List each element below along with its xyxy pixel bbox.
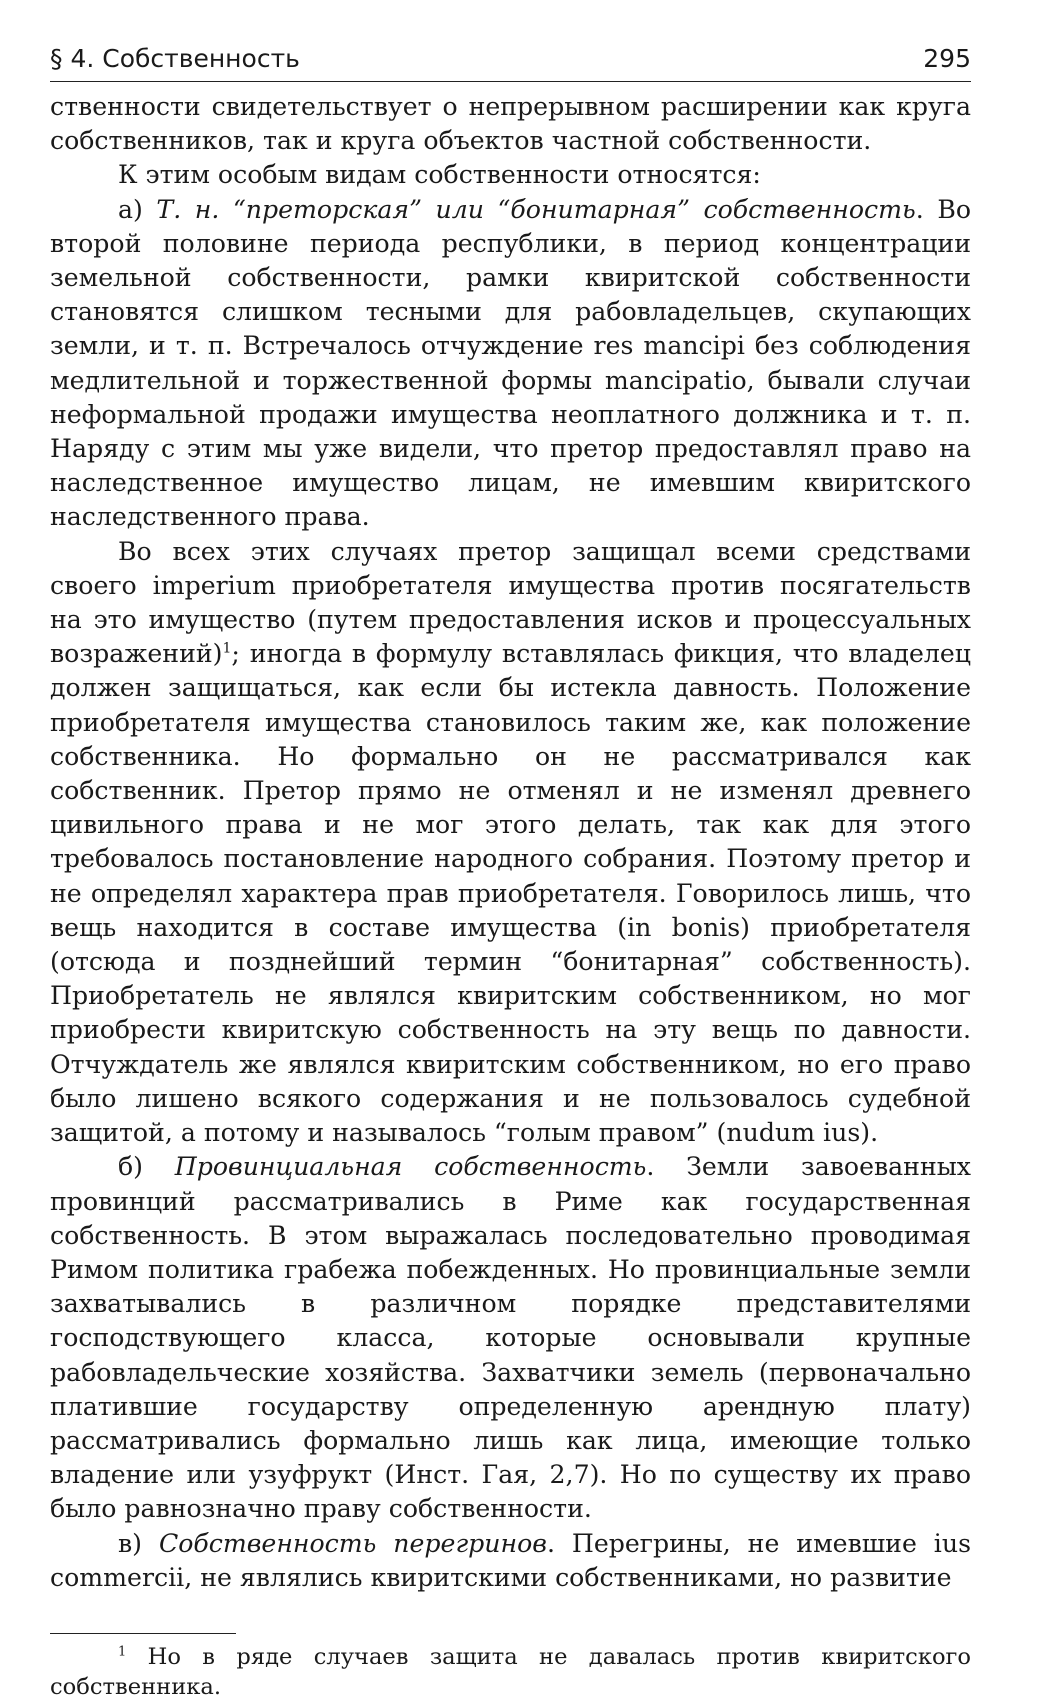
page-number: 295 [923,44,971,73]
footnote-reference[interactable]: 1 [222,640,232,657]
paragraph-peregrine-ownership: в) Собственность перегринов. Перегрины, не имевшие ius commercii, не являлись квиритскими собственниками, но развитие [50,1528,972,1592]
paragraph-continuation: ственности свидетельствует о непрерывном расширении как круга собственников, так и круга объектов частной собственности. [50,92,971,156]
footnote-text: Но в ряде случаев защита не давалась против квиритского собственника. [50,1643,971,1700]
paragraph-praetor-protection: Во всех этих случаях претор защищал всеми средствами своего imperium приобретателя имущества против посягательств на это имущество (путем предоставления исков и процессуальных возражений)$^1$; иногда в формулу вставлялась фикция, что владелец должен защищаться, как если бы истекла давность. Положение приобретателя имущества становилось таким же, как положение собственника. Но формально он не рассматривался как собственник. Претор прямо не отменял и не изменял древнего цивильного права и не мог этого делать, так как для этого требовалось постановление народного собрания. Поэтому претор и не определял характера прав приобретателя. Говорилось лишь, что вещь находится в составе имущества (in bonis) приобретателя (отсюда и позднейший термин “бонитарная” собственность). Приобретатель не являлся квиритским собственником, но мог приобрести квиритскую собственность на эту вещь по давности. Отчуждатель же являлся квиритским собственником, но его право было лишено всякого содержания и не пользовалось судебной защитой, а потому и называлось “голым правом” (nudum ius). [50,536,971,1148]
running-header [50,44,971,82]
footnote-divider [50,1633,236,1634]
section-title: § 4. Собственность [50,44,300,73]
paragraph-praetorian-ownership: а) Т. н. “преторская” или “бонитарная” собственность. Во второй половине периода республики, в период концентрации земельной собственности, рамки квиритской собственности становятся слишком тесными для рабовладельцев, скупающих земли, и т. п. Встречалось отчуждение res mancipi без соблюдения медлительной и торжественной формы mancipatio, бывали случаи неформальной продажи имущества неоплатного должника и т. п. Наряду с этим мы уже видели, что претор предоставлял право на наследственное имущество лицам, не имевшим квиритского наследственного права. [50,194,972,532]
term-praetorian: Т. н. “преторская” или “бонитарная” собственность [156,194,916,224]
footnote [50,1642,971,1702]
paragraph-provincial-ownership: б) Провинциальная собственность. Земли завоеванных провинций рассматривались в Риме как государственная собственность. В этом выражалась последовательно проводимая Римом политика грабежа побежденных. Но провинциальные земли захватывались в различном порядке представителями господствующего класса, которые основывали крупные рабовладельческие хозяйства. Захватчики земель (первоначально платившие государству определенную арендную плату) рассматривались формально лишь как лица, имеющие только владение или узуфрукт (Инст. Гая, 2,7). Но по существу их право было равнозначно праву собственности. [50,1152,971,1524]
footnote-mark: 1 [118,1644,127,1660]
main-text [50,90,971,1595]
term-provincial: Провинциальная собственность [174,1152,647,1182]
term-peregrine: Собственность перегринов [158,1528,547,1558]
paragraph-intro: К этим особым видам собственности относятся: [118,160,761,190]
